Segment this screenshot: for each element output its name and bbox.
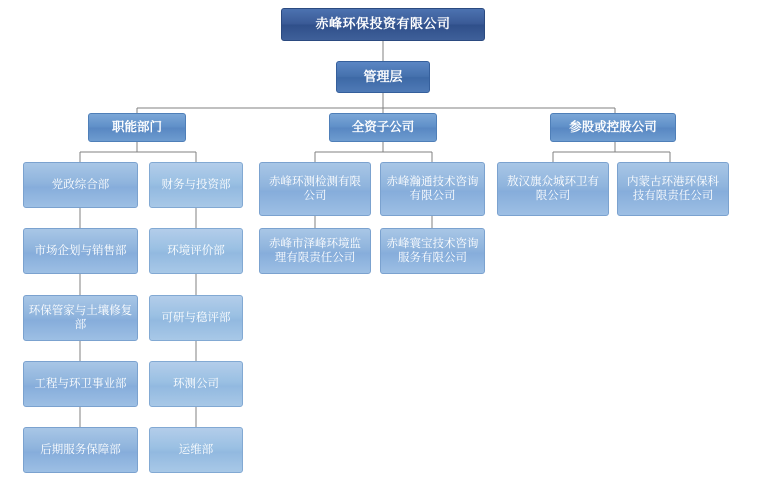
node-label: 市场企划与销售部: [34, 244, 127, 257]
node-label: 职能部门: [111, 119, 162, 134]
node-engineering-sanitation-division[interactable]: [23, 361, 138, 407]
node-operations-maintenance-dept[interactable]: [149, 427, 243, 473]
node-label: 赤峰寰宝技术咨询服务有限公司: [386, 237, 479, 264]
node-label: 管理层: [363, 68, 403, 84]
node-label: 赤峰市泽峰环境监理有限责任公司: [269, 237, 361, 264]
node-label: 内蒙古环港环保科技有限责任公司: [627, 175, 719, 202]
node-group-affiliated-holding-companies[interactable]: [550, 113, 676, 142]
node-label: 全资子公司: [351, 119, 415, 134]
node-after-service-support-dept[interactable]: [23, 427, 138, 473]
node-marketing-planning-sales-dept[interactable]: [23, 228, 138, 274]
node-label: 工程与环卫事业部: [34, 377, 127, 390]
node-label: 赤峰环保投资有限公司: [315, 16, 451, 32]
node-environmental-monitoring-company[interactable]: [149, 361, 243, 407]
node-label: 可研与稳评部: [161, 311, 231, 324]
node-aohan-banner-zhongcheng-sanitation-co[interactable]: [497, 162, 609, 216]
node-label: 环测公司: [173, 377, 219, 390]
node-label: 财务与投资部: [161, 178, 231, 191]
node-label: 党政综合部: [51, 178, 110, 191]
node-party-affairs-general-dept[interactable]: [23, 162, 138, 208]
node-chifeng-huanbao-technology-consulting-service-co[interactable]: [380, 228, 485, 274]
node-label: 敖汉旗众城环卫有限公司: [507, 175, 599, 202]
node-environmental-assessment-dept[interactable]: [149, 228, 243, 274]
node-environmental-steward-soil-remediation-dept[interactable]: [23, 295, 138, 341]
node-feasibility-stability-assessment-dept[interactable]: [149, 295, 243, 341]
node-label: 环境评价部: [167, 244, 225, 257]
node-finance-investment-dept[interactable]: [149, 162, 243, 208]
node-label: 环保管家与土壤修复部: [28, 304, 133, 331]
node-management[interactable]: [336, 61, 430, 93]
node-chifeng-huance-testing-co[interactable]: [259, 162, 371, 216]
node-label: 赤峰瀚通技术咨询有限公司: [386, 175, 479, 202]
node-inner-mongolia-huangang-environmental-technology-co[interactable]: [617, 162, 729, 216]
node-group-functional-departments[interactable]: [88, 113, 186, 142]
node-group-wholly-owned-subsidiaries[interactable]: [329, 113, 437, 142]
node-chifeng-zefeng-environmental-supervision-co[interactable]: [259, 228, 371, 274]
node-label: 参股或控股公司: [569, 119, 657, 134]
node-root[interactable]: [281, 8, 485, 41]
node-label: 赤峰环测检测有限公司: [269, 175, 361, 202]
node-chifeng-hantong-technology-consulting-co[interactable]: [380, 162, 485, 216]
node-label: 运维部: [178, 443, 214, 456]
node-label: 后期服务保障部: [40, 443, 121, 456]
